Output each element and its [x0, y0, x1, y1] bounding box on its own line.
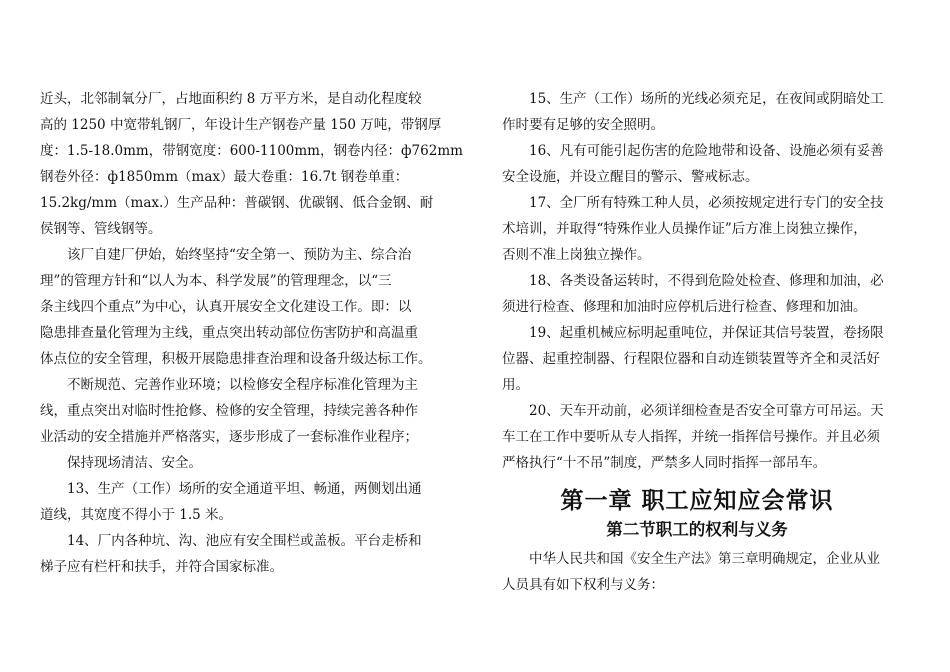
left-line-14: 业活动的安全措施并严格落实，逐步形成了一套标准作业程序；: [40, 429, 418, 445]
left-line-16: 13、生产（工作）场所的安全通道平坦、畅通，两侧划出通: [67, 481, 422, 497]
section-intro: [502, 546, 892, 598]
right-column: [502, 86, 892, 476]
left-line-10: 隐患排查量化管理为主线，重点突出转动部位伤害防护和高温重: [40, 325, 418, 341]
right-line-3: 16、凡有可能引起伤害的危险地带和设备、设施必须有妥善: [529, 143, 884, 159]
chapter-title: 第一章 职工应知应会常识: [560, 488, 834, 514]
section-title: 第二节职工的权利与义务: [606, 520, 788, 539]
right-line-6: 术培训，并取得“特殊作业人员操作证”后方准上岗独立操作，: [502, 221, 867, 237]
right-line-9: 须进行检查、修理和加油时应停机后进行检查、修理和加油。: [502, 299, 867, 315]
left-line-15: 保持现场清洁、安全。: [67, 455, 202, 471]
right-line-8: 18、各类设备运转时，不得到危险处检查、修理和加油，必: [529, 273, 884, 289]
right-line-15: 严格执行“十不吊”制度，严禁多人同时指挥一部吊车。: [502, 455, 827, 471]
right-line-5: 17、全厂所有特殊工种人员，必须按规定进行专门的安全技: [529, 195, 884, 211]
right-line-14: 车工在工作中要听从专人指挥，并统一指挥信号操作。并且必须: [502, 429, 880, 445]
right-line-2: 作时要有足够的安全照明。: [502, 117, 664, 133]
right-line-13: 20、天车开动前，必须详细检查是否安全可靠方可吊运。天: [529, 403, 884, 419]
right-line-7: 否则不准上岗独立操作。: [502, 247, 651, 263]
left-line-7: 该厂自建厂伊始，始终坚持“安全第一、预防为主、综合治: [67, 247, 412, 263]
right-line-10: 19、起重机械应标明起重吨位，并保证其信号装置，卷扬限: [529, 325, 884, 341]
left-line-5: 15.2kg/mm（max.）生产品种：普碳钢、优碳钢、低合金钢、耐: [40, 195, 434, 211]
left-line-8: 理”的管理方针和“以人为本、科学发展”的管理理念，以“三: [40, 273, 392, 289]
left-line-13: 线，重点突出对临时性抢修、检修的安全管理，持续完善各种作: [40, 403, 418, 419]
right-line-4: 安全设施，并设立醒目的警示、警戒标志。: [502, 169, 759, 185]
left-line-1: 近头，北邻制氧分厂，占地面积约 8 万平方米，是自动化程度较: [40, 91, 422, 107]
section-intro-line-1: 中华人民共和国《安全生产法》第三章明确规定，企业从业: [529, 551, 880, 567]
left-line-6: 侯钢等、管线钢等。: [40, 221, 162, 237]
right-line-11: 位器、起重控制器、行程限位器和自动连锁装置等齐全和灵活好: [502, 351, 880, 367]
left-column: [40, 86, 463, 580]
left-line-18: 14、厂内各种坑、沟、池应有安全围栏或盖板。平台走桥和: [67, 533, 422, 549]
left-line-3: 度：1.5-18.0mm，带钢宽度：600-1100mm，钢卷内径：ф762mm: [40, 143, 463, 159]
left-line-2: 高的 1250 中宽带轧钢厂，年设计生产钢卷产量 150 万吨，带钢厚: [40, 117, 442, 133]
right-line-12: 用。: [502, 377, 529, 393]
left-line-12: 不断规范、完善作业环境；以检修安全程序标准化管理为主: [67, 377, 418, 393]
left-line-9: 条主线四个重点”为中心，认真开展安全文化建设工作。即：以: [40, 299, 412, 315]
left-line-17: 道线，其宽度不得小于 1.5 米。: [40, 507, 233, 523]
left-line-4: 钢卷外径：ф1850mm（max）最大卷重：16.7t 钢卷单重：: [40, 169, 409, 185]
left-line-11: 体点位的安全管理，积极开展隐患排查治理和设备升级达标工作。: [40, 351, 432, 367]
section-intro-line-2: 人员具有如下权利与义务：: [502, 577, 664, 593]
left-line-19: 梯子应有栏杆和扶手，并符合国家标准。: [40, 559, 283, 575]
right-line-1: 15、生产（工作）场所的光线必须充足，在夜间或阴暗处工: [529, 91, 884, 107]
